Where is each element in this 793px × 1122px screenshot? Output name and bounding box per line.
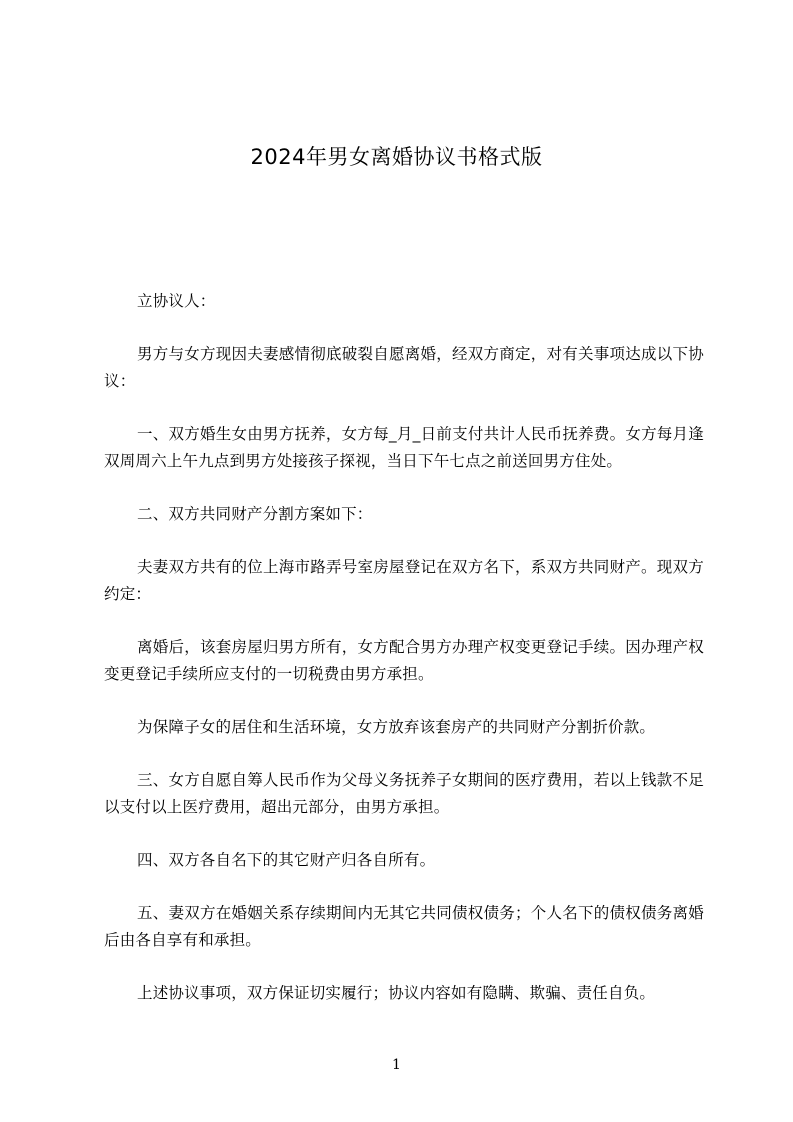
- paragraph-clause-1: 一、双方婚生女由男方抚养，女方每_月_日前支付共计人民币抚养费。女方每月逢双周周六上午九点到男方处接孩子探视，当日下午七点之前送回男方住处。: [104, 425, 704, 470]
- paragraph-clause-3: 三、女方自愿自筹人民币作为父母义务抚养子女期间的医疗费用，若以上钱款不足以支付以上医疗费用，超出元部分，由男方承担。: [104, 771, 704, 816]
- paragraph-clause-5: 五、妻双方在婚姻关系存续期间内无其它共同债权债务；个人名下的债权债务离婚后由各自享有和承担。: [104, 904, 704, 949]
- paragraph-after-divorce: 离婚后，该套房屋归男方所有，女方配合男方办理产权变更登记手续。因办理产权变更登记手续所应支付的一切税费由男方承担。: [104, 638, 704, 683]
- paragraph-clause-2: 二、双方共同财产分割方案如下：: [137, 505, 373, 523]
- page-number: 1: [392, 1057, 401, 1073]
- paragraph-parties: 立协议人：: [137, 292, 216, 310]
- paragraph-clause-4: 四、双方各自名下的其它财产归各自所有。: [137, 851, 436, 869]
- paragraph-property: 夫妻双方共有的位上海市路弄号室房屋登记在双方名下，系双方共同财产。现双方约定：: [104, 558, 704, 603]
- paragraph-guarantee: 上述协议事项，双方保证切实履行；协议内容如有隐瞒、欺骗、责任自负。: [137, 984, 656, 1002]
- paragraph-intro: 男方与女方现因夫妻感情彻底破裂自愿离婚，经双方商定，对有关事项达成以下协议：: [104, 345, 704, 390]
- document-body: [104, 288, 704, 1033]
- paragraph-child-housing: 为保障子女的居住和生活环境，女方放弃该套房产的共同财产分割折价款。: [137, 718, 656, 736]
- document-title: 2024年男女离婚协议书格式版: [250, 145, 543, 169]
